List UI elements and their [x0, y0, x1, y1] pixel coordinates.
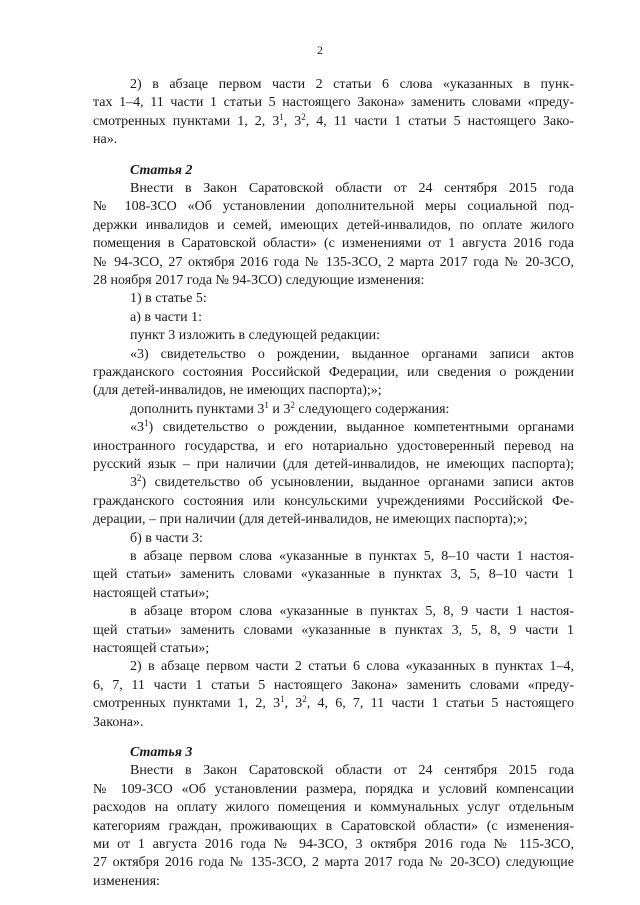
text-line: ми от 1 августа 2016 года № 94-ЗСО, 3 октября 2016 года № 115-ЗСО,	[93, 837, 574, 852]
text-line: изменения:	[93, 874, 160, 889]
text-line: 6, 7, 11 части 1 статьи 5 настоящего Закона» заменить словами «преду-	[93, 678, 574, 693]
text-line: иностранного государства, и его нотариально удостоверенный перевод на	[93, 439, 574, 454]
text-line: «$3^1$) свидетельство о рождении, выданное компетентными органами	[130, 418, 574, 435]
text-line: 1) в статье 5:	[130, 291, 207, 306]
text-line: $3^2$) свидетельство об усыновлении, выданное органами записи актов	[130, 473, 574, 490]
text-line: расходов на оплату жилого помещения и коммунальных услуг отдельным	[93, 800, 574, 815]
text-line: настоящей статьи»;	[93, 586, 210, 601]
text-line: в абзаце втором слова «указанные в пунктах 5, 8, 9 части 1 настоя-	[130, 604, 574, 619]
text-line: 28 ноября 2017 года № 94-ЗСО) следующие изменения:	[93, 273, 425, 288]
text-line: № 94-ЗСО, 27 октября 2016 года № 135-ЗСО, 2 марта 2017 года № 20-ЗСО,	[93, 255, 574, 270]
text-line: пункт 3 изложить в следующей редакции:	[130, 328, 380, 343]
text-line: 2) в абзаце первом части 2 статьи 6 слова «указанных в пунктах 1–4,	[130, 659, 574, 674]
text-line: смотренных пунктами 1, 2, $3^1$, $3^2$, 4, 6, 7, 11 части 1 статьи 5 настоящего	[93, 694, 574, 711]
text-line: № 108-ЗСО «Об установлении дополнительной меры социальной под-	[93, 199, 574, 214]
text-line: (для детей-инвалидов, не имеющих паспорта);»;	[93, 383, 382, 398]
section-heading: Статья 3	[130, 745, 193, 760]
text-line: б) в части 3:	[130, 531, 203, 546]
text-line: дерации, – при наличии (для детей-инвалидов, не имеющих паспорта);»;	[93, 512, 528, 527]
text-line: Внести в Закон Саратовской области от 24 сентября 2015 года	[130, 763, 574, 778]
text-line: гражданского состояния или консульскими учреждениями Российской Фе-	[93, 494, 574, 509]
text-line: держки инвалидов и семей, имеющих детей-инвалидов, по оплате жилого	[93, 218, 574, 233]
text-line: щей статьи» заменить словами «указанные в пунктах 3, 5, 8–10 части 1	[93, 567, 574, 582]
page-number: 2	[317, 43, 323, 57]
text-line: на».	[93, 132, 118, 147]
text-line: гражданского состояния Российской Федерации, или сведения о рождении	[93, 365, 574, 380]
text-line: категориям граждан, проживающих в Саратовской области» (с изменения-	[93, 819, 574, 834]
text-line: помещения в Саратовской области» (с изменениями от 1 августа 2016 года	[93, 236, 574, 251]
text-line: № 109-ЗСО «Об установлении размера, порядка и условий компенсации	[93, 782, 574, 797]
text-line: Закона».	[93, 715, 144, 730]
text-line: а) в части 1:	[130, 310, 202, 325]
text-line: 27 октября 2016 года № 135-ЗСО, 2 марта 2017 года № 20-ЗСО) следующие	[93, 855, 574, 870]
text-line: 2) в абзаце первом части 2 статьи 6 слова «указанных в пунк-	[130, 77, 574, 92]
text-line: русский язык – при наличии (для детей-инвалидов, не имеющих паспорта);	[93, 457, 574, 472]
text-line: дополнить пунктами $3^1$ и $3^2$ следующего содержания:	[130, 400, 450, 417]
text-line: Внести в Закон Саратовской области от 24 сентября 2015 года	[130, 181, 574, 196]
text-line: смотренных пунктами 1, 2, $3^1$, $3^2$, 4, 11 части 1 статьи 5 настоящего Зако-	[93, 112, 574, 129]
text-line: щей статьи» заменить словами «указанные в пунктах 3, 5, 8, 9 части 1	[93, 623, 574, 638]
section-heading: Статья 2	[130, 163, 193, 178]
text-line: «3) свидетельство о рождении, выданное органами записи актов	[130, 347, 574, 362]
text-line: настоящей статьи»;	[93, 641, 210, 656]
text-line: тах 1–4, 11 части 1 статьи 5 настоящего Закона» заменить словами «преду-	[93, 95, 574, 110]
text-line: в абзаце первом слова «указанные в пунктах 5, 8–10 части 1 настоя-	[130, 549, 574, 564]
